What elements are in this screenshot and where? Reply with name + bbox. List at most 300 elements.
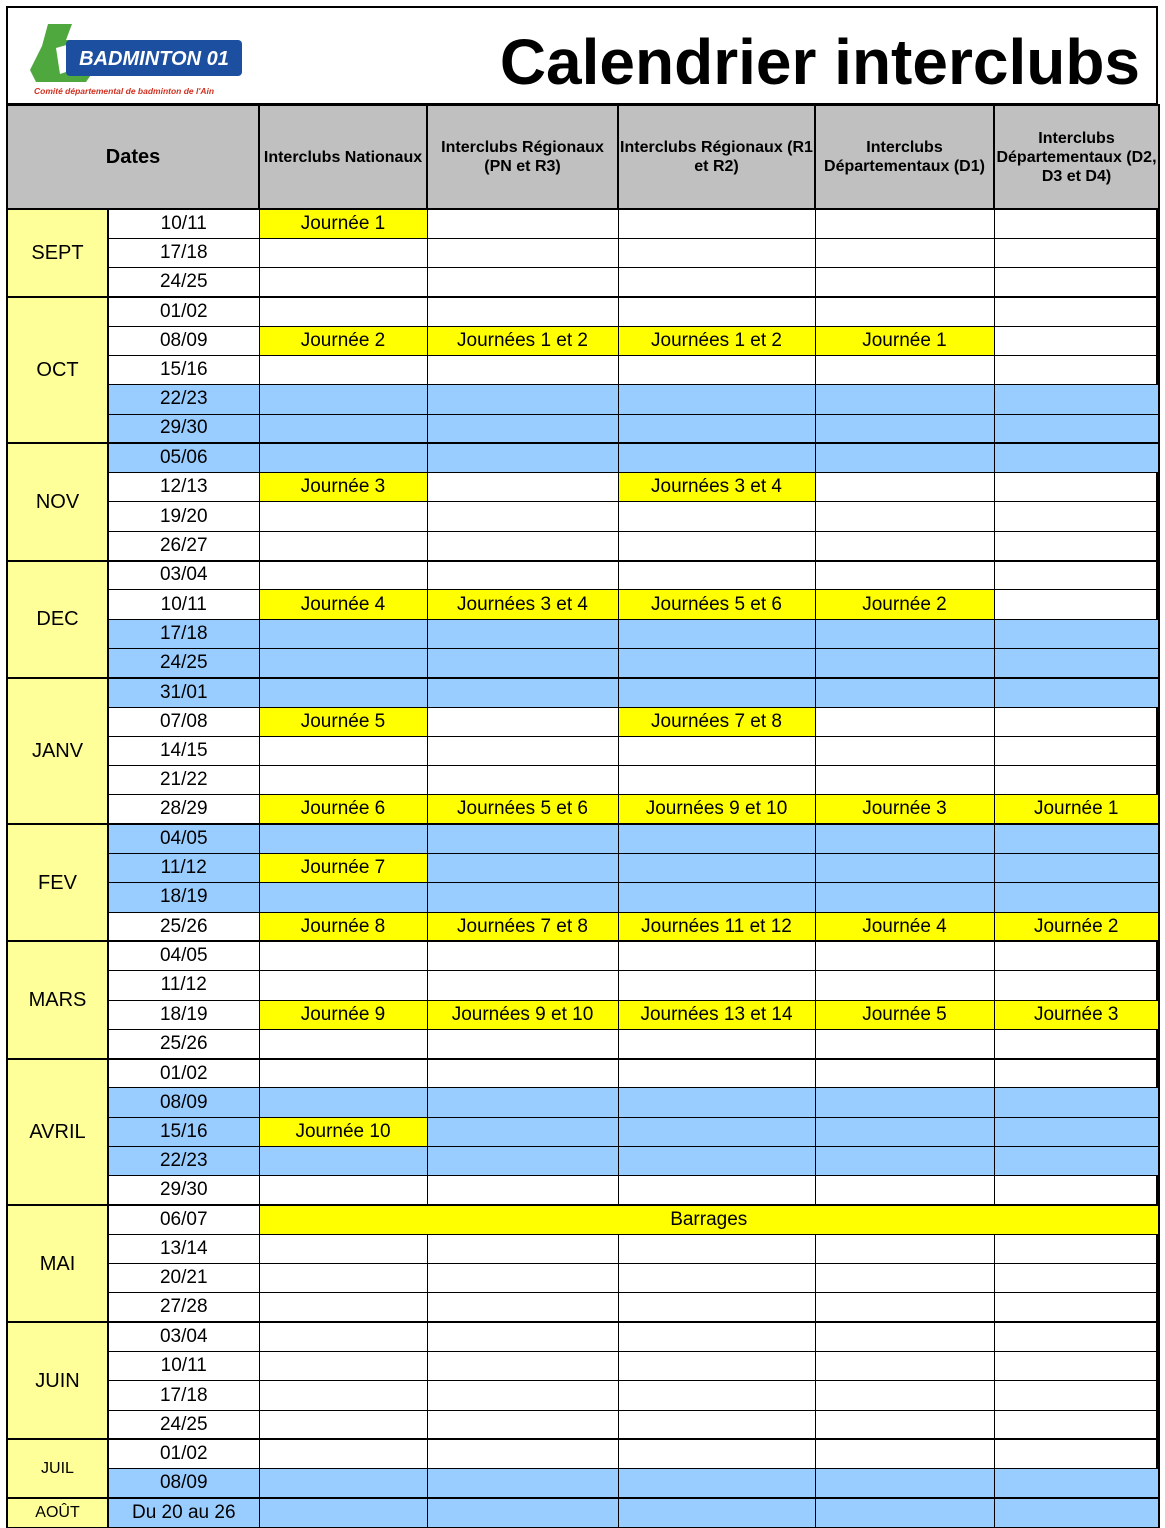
event-cell-departementaux-d2-d4	[994, 209, 1159, 238]
event-cell-regionaux-r1-r2: Journées 3 et 4	[618, 473, 815, 502]
col-header-departementaux-d2-d4: Interclubs Départementaux (D2, D3 et D4)	[994, 105, 1159, 209]
date-cell: 04/05	[108, 941, 259, 970]
date-cell: 24/25	[108, 268, 259, 297]
event-cell-departementaux-d1	[815, 355, 994, 384]
calendar-row	[7, 1176, 1159, 1205]
calendar-row	[7, 678, 1159, 707]
calendar-row	[7, 1029, 1159, 1058]
event-cell-regionaux-pn-r3	[427, 1293, 618, 1322]
calendar-row	[7, 1088, 1159, 1117]
date-cell: 20/21	[108, 1264, 259, 1293]
event-cell-regionaux-pn-r3	[427, 502, 618, 531]
event-cell-regionaux-r1-r2	[618, 1029, 815, 1058]
event-cell-departementaux-d1	[815, 1147, 994, 1176]
event-cell-departementaux-d2-d4	[994, 1293, 1159, 1322]
event-cell-departementaux-d2-d4	[994, 824, 1159, 853]
event-cell-departementaux-d1	[815, 1322, 994, 1351]
event-cell-departementaux-d1	[815, 561, 994, 590]
event-cell-regionaux-r1-r2	[618, 1410, 815, 1439]
month-label: OCT	[7, 297, 108, 443]
event-cell-regionaux-r1-r2	[618, 414, 815, 443]
calendar-row	[7, 238, 1159, 267]
date-cell: 15/16	[108, 355, 259, 384]
calendar-row	[7, 1498, 1159, 1527]
event-cell-departementaux-d2-d4	[994, 648, 1159, 677]
event-cell-regionaux-pn-r3	[427, 414, 618, 443]
event-cell-regionaux-pn-r3	[427, 854, 618, 883]
event-cell-regionaux-r1-r2	[618, 268, 815, 297]
event-cell-regionaux-r1-r2	[618, 1059, 815, 1088]
event-cell-regionaux-r1-r2	[618, 1352, 815, 1381]
event-cell-regionaux-r1-r2	[618, 297, 815, 326]
event-cell-departementaux-d1	[815, 1176, 994, 1205]
event-cell-nationaux: Journée 2	[259, 326, 427, 355]
event-cell-departementaux-d2-d4	[994, 854, 1159, 883]
date-cell: 01/02	[108, 297, 259, 326]
event-cell-nationaux	[259, 355, 427, 384]
event-cell-nationaux	[259, 561, 427, 590]
event-cell-departementaux-d2-d4	[994, 1234, 1159, 1263]
event-cell-regionaux-pn-r3	[427, 238, 618, 267]
calendar-row	[7, 1293, 1159, 1322]
event-cell-nationaux	[259, 1176, 427, 1205]
date-cell: 10/11	[108, 209, 259, 238]
event-cell-departementaux-d1	[815, 238, 994, 267]
event-cell-departementaux-d1	[815, 1264, 994, 1293]
event-cell-regionaux-pn-r3	[427, 1117, 618, 1146]
header-row	[7, 105, 1159, 209]
event-cell-regionaux-pn-r3	[427, 824, 618, 853]
date-cell: 22/23	[108, 385, 259, 414]
event-cell-departementaux-d2-d4	[994, 883, 1159, 912]
date-cell: 26/27	[108, 531, 259, 560]
date-cell: 11/12	[108, 854, 259, 883]
event-cell-regionaux-pn-r3	[427, 1410, 618, 1439]
event-cell-nationaux	[259, 385, 427, 414]
date-cell: 11/12	[108, 971, 259, 1000]
col-header-regionaux-r1-r2: Interclubs Régionaux (R1 et R2)	[618, 105, 815, 209]
event-cell-departementaux-d1: Journée 5	[815, 1000, 994, 1029]
event-cell-regionaux-r1-r2	[618, 766, 815, 795]
event-cell-nationaux: Journée 8	[259, 912, 427, 941]
calendar-row	[7, 1000, 1159, 1029]
event-cell-departementaux-d1: Journée 2	[815, 590, 994, 619]
event-cell-regionaux-pn-r3	[427, 561, 618, 590]
calendar-row	[7, 209, 1159, 238]
date-cell: 01/02	[108, 1439, 259, 1468]
event-cell-departementaux-d2-d4: Journée 1	[994, 795, 1159, 824]
date-cell: 29/30	[108, 414, 259, 443]
event-cell-nationaux	[259, 443, 427, 472]
month-label: SEPT	[7, 209, 108, 297]
event-cell-departementaux-d1	[815, 1029, 994, 1058]
calendar-row	[7, 355, 1159, 384]
event-cell-regionaux-r1-r2: Journées 7 et 8	[618, 707, 815, 736]
event-cell-nationaux	[259, 502, 427, 531]
event-cell-regionaux-pn-r3	[427, 766, 618, 795]
event-cell-regionaux-pn-r3	[427, 531, 618, 560]
event-cell-departementaux-d1: Journée 3	[815, 795, 994, 824]
event-cell-regionaux-r1-r2	[618, 1381, 815, 1410]
date-cell: 29/30	[108, 1176, 259, 1205]
date-cell: 18/19	[108, 883, 259, 912]
event-cell-nationaux: Journée 3	[259, 473, 427, 502]
date-cell: 10/11	[108, 1352, 259, 1381]
calendar-row	[7, 1469, 1159, 1498]
event-cell-regionaux-pn-r3: Journées 7 et 8	[427, 912, 618, 941]
date-cell: 24/25	[108, 648, 259, 677]
event-cell-departementaux-d2-d4	[994, 355, 1159, 384]
event-cell-departementaux-d1	[815, 1117, 994, 1146]
event-cell-departementaux-d1	[815, 473, 994, 502]
event-cell-regionaux-pn-r3: Journées 5 et 6	[427, 795, 618, 824]
event-cell-departementaux-d1	[815, 941, 994, 970]
event-cell-departementaux-d1	[815, 414, 994, 443]
event-cell-departementaux-d1	[815, 1088, 994, 1117]
event-cell-regionaux-r1-r2	[618, 1439, 815, 1468]
date-cell: 19/20	[108, 502, 259, 531]
event-cell-nationaux	[259, 824, 427, 853]
header	[6, 6, 1158, 105]
event-cell-nationaux	[259, 1264, 427, 1293]
calendar-row	[7, 736, 1159, 765]
event-cell-departementaux-d1	[815, 385, 994, 414]
event-cell-regionaux-r1-r2	[618, 1088, 815, 1117]
event-cell-departementaux-d2-d4	[994, 238, 1159, 267]
calendar-row	[7, 297, 1159, 326]
calendar-row	[7, 1205, 1159, 1234]
event-cell-regionaux-r1-r2	[618, 209, 815, 238]
event-cell-nationaux	[259, 1498, 427, 1527]
date-cell: 28/29	[108, 795, 259, 824]
date-cell: 25/26	[108, 912, 259, 941]
event-cell-regionaux-pn-r3	[427, 355, 618, 384]
event-cell-departementaux-d2-d4	[994, 590, 1159, 619]
event-cell-regionaux-pn-r3: Journées 1 et 2	[427, 326, 618, 355]
event-cell-regionaux-r1-r2	[618, 443, 815, 472]
date-cell: 08/09	[108, 326, 259, 355]
event-cell-nationaux	[259, 1410, 427, 1439]
event-cell-departementaux-d2-d4	[994, 1088, 1159, 1117]
event-cell-regionaux-r1-r2	[618, 678, 815, 707]
event-cell-departementaux-d2-d4	[994, 736, 1159, 765]
calendar-row	[7, 648, 1159, 677]
event-cell-regionaux-pn-r3	[427, 385, 618, 414]
event-cell-nationaux	[259, 414, 427, 443]
date-cell: 07/08	[108, 707, 259, 736]
event-cell-regionaux-r1-r2	[618, 1322, 815, 1351]
event-cell-departementaux-d2-d4	[994, 766, 1159, 795]
event-cell-regionaux-r1-r2	[618, 1264, 815, 1293]
event-cell-departementaux-d2-d4	[994, 1176, 1159, 1205]
date-cell: 06/07	[108, 1205, 259, 1234]
event-cell-nationaux	[259, 941, 427, 970]
event-cell-departementaux-d1	[815, 648, 994, 677]
calendar-row	[7, 414, 1159, 443]
event-cell-nationaux: Journée 10	[259, 1117, 427, 1146]
calendar-row	[7, 1322, 1159, 1351]
event-cell-regionaux-r1-r2	[618, 502, 815, 531]
event-cell-nationaux	[259, 1381, 427, 1410]
month-label: NOV	[7, 443, 108, 560]
date-cell: 08/09	[108, 1088, 259, 1117]
event-cell-departementaux-d1	[815, 678, 994, 707]
event-cell-regionaux-r1-r2	[618, 824, 815, 853]
event-cell-regionaux-pn-r3	[427, 1029, 618, 1058]
event-cell-nationaux: Journée 7	[259, 854, 427, 883]
month-label: AOÛT	[7, 1498, 108, 1527]
event-cell-regionaux-r1-r2	[618, 883, 815, 912]
event-cell-regionaux-r1-r2	[618, 854, 815, 883]
calendar-row	[7, 1439, 1159, 1468]
calendar-row	[7, 1059, 1159, 1088]
date-cell: 24/25	[108, 1410, 259, 1439]
event-cell-departementaux-d2-d4	[994, 1117, 1159, 1146]
calendar-row	[7, 1410, 1159, 1439]
event-cell-departementaux-d2-d4	[994, 1498, 1159, 1527]
event-cell-nationaux	[259, 1352, 427, 1381]
col-header-dates: Dates	[7, 105, 259, 209]
date-cell: 14/15	[108, 736, 259, 765]
month-label: MAI	[7, 1205, 108, 1322]
event-cell-nationaux	[259, 297, 427, 326]
calendar-row	[7, 561, 1159, 590]
event-cell-regionaux-pn-r3	[427, 209, 618, 238]
event-cell-departementaux-d1	[815, 619, 994, 648]
date-cell: 17/18	[108, 1381, 259, 1410]
event-cell-departementaux-d1	[815, 1439, 994, 1468]
event-cell-regionaux-pn-r3	[427, 1176, 618, 1205]
event-cell-nationaux	[259, 1439, 427, 1468]
svg-text:Comité départemental de badmin: Comité départemental de badminton de l'Ain	[34, 86, 215, 96]
event-cell-regionaux-pn-r3: Journées 9 et 10	[427, 1000, 618, 1029]
event-cell-nationaux	[259, 1147, 427, 1176]
calendar-row	[7, 1117, 1159, 1146]
calendar-row	[7, 707, 1159, 736]
event-cell-regionaux-pn-r3	[427, 707, 618, 736]
event-cell-regionaux-r1-r2	[618, 561, 815, 590]
event-cell-regionaux-pn-r3	[427, 268, 618, 297]
date-cell: 27/28	[108, 1293, 259, 1322]
event-cell-nationaux: Journée 4	[259, 590, 427, 619]
calendar-row	[7, 473, 1159, 502]
month-label: DEC	[7, 561, 108, 678]
event-cell-departementaux-d1	[815, 1410, 994, 1439]
event-cell-regionaux-pn-r3	[427, 443, 618, 472]
event-cell-regionaux-r1-r2	[618, 941, 815, 970]
event-cell-regionaux-r1-r2: Journées 1 et 2	[618, 326, 815, 355]
event-cell-departementaux-d1	[815, 1381, 994, 1410]
event-cell-nationaux: Journée 5	[259, 707, 427, 736]
event-cell-regionaux-r1-r2	[618, 1234, 815, 1263]
event-cell-departementaux-d1: Journée 1	[815, 326, 994, 355]
event-cell-regionaux-pn-r3	[427, 619, 618, 648]
event-cell-departementaux-d2-d4	[994, 1147, 1159, 1176]
event-cell-departementaux-d1	[815, 443, 994, 472]
date-cell: 08/09	[108, 1469, 259, 1498]
event-cell-regionaux-pn-r3	[427, 1088, 618, 1117]
event-cell-departementaux-d1	[815, 1352, 994, 1381]
event-cell-departementaux-d2-d4	[994, 1059, 1159, 1088]
date-cell: 03/04	[108, 1322, 259, 1351]
event-cell-regionaux-pn-r3	[427, 1352, 618, 1381]
calendar-row	[7, 1147, 1159, 1176]
event-cell-regionaux-r1-r2	[618, 619, 815, 648]
event-cell-departementaux-d2-d4	[994, 941, 1159, 970]
event-cell-regionaux-pn-r3	[427, 1439, 618, 1468]
date-cell: Du 20 au 26	[108, 1498, 259, 1527]
event-cell-nationaux	[259, 1234, 427, 1263]
event-cell-departementaux-d2-d4	[994, 1029, 1159, 1058]
calendar-row	[7, 883, 1159, 912]
event-cell-regionaux-pn-r3	[427, 883, 618, 912]
event-cell-nationaux	[259, 1088, 427, 1117]
event-cell-nationaux	[259, 971, 427, 1000]
date-cell: 15/16	[108, 1117, 259, 1146]
event-cell-regionaux-r1-r2	[618, 1498, 815, 1527]
event-cell-departementaux-d1	[815, 531, 994, 560]
event-cell-regionaux-pn-r3	[427, 1498, 618, 1527]
event-cell-departementaux-d2-d4	[994, 1439, 1159, 1468]
event-cell-regionaux-pn-r3	[427, 648, 618, 677]
calendar-row	[7, 824, 1159, 853]
event-cell-regionaux-pn-r3	[427, 1234, 618, 1263]
event-cell-regionaux-r1-r2	[618, 1469, 815, 1498]
event-cell-departementaux-d2-d4	[994, 619, 1159, 648]
date-cell: 01/02	[108, 1059, 259, 1088]
event-cell-nationaux	[259, 531, 427, 560]
calendar-row	[7, 1352, 1159, 1381]
month-label: JUIL	[7, 1439, 108, 1498]
event-cell-departementaux-d1	[815, 1293, 994, 1322]
col-header-departementaux-d1: Interclubs Départementaux (D1)	[815, 105, 994, 209]
event-cell-regionaux-r1-r2: Journées 11 et 12	[618, 912, 815, 941]
event-cell-regionaux-pn-r3	[427, 941, 618, 970]
event-cell-departementaux-d1	[815, 268, 994, 297]
calendar-row	[7, 766, 1159, 795]
event-cell-departementaux-d2-d4	[994, 326, 1159, 355]
calendar-row	[7, 971, 1159, 1000]
event-cell-nationaux	[259, 648, 427, 677]
event-cell-regionaux-r1-r2	[618, 648, 815, 677]
event-cell-nationaux	[259, 1029, 427, 1058]
event-cell-regionaux-pn-r3	[427, 971, 618, 1000]
event-cell-departementaux-d1	[815, 736, 994, 765]
calendar-row	[7, 443, 1159, 472]
event-cell-nationaux	[259, 268, 427, 297]
calendar-table	[6, 104, 1160, 1528]
event-cell-regionaux-pn-r3	[427, 1381, 618, 1410]
event-cell-departementaux-d2-d4	[994, 678, 1159, 707]
event-cell-regionaux-r1-r2: Journées 13 et 14	[618, 1000, 815, 1029]
event-cell-regionaux-pn-r3: Journées 3 et 4	[427, 590, 618, 619]
event-cell-regionaux-pn-r3	[427, 1147, 618, 1176]
calendar-row	[7, 590, 1159, 619]
event-cell-regionaux-r1-r2: Journées 9 et 10	[618, 795, 815, 824]
calendar-row	[7, 502, 1159, 531]
svg-text:BADMINTON 01: BADMINTON 01	[79, 48, 229, 70]
event-cell-regionaux-pn-r3	[427, 678, 618, 707]
calendar-row	[7, 619, 1159, 648]
event-cell-nationaux	[259, 1322, 427, 1351]
event-cell-departementaux-d2-d4: Journée 2	[994, 912, 1159, 941]
event-cell-departementaux-d1	[815, 766, 994, 795]
event-cell-nationaux: Journée 1	[259, 209, 427, 238]
event-cell-departementaux-d2-d4	[994, 502, 1159, 531]
event-cell-nationaux	[259, 1293, 427, 1322]
event-cell-regionaux-pn-r3	[427, 473, 618, 502]
event-cell-departementaux-d2-d4	[994, 1322, 1159, 1351]
calendar-row	[7, 912, 1159, 941]
col-header-regionaux-pn-r3: Interclubs Régionaux (PN et R3)	[427, 105, 618, 209]
event-cell-nationaux	[259, 678, 427, 707]
badminton-01-logo	[26, 18, 246, 98]
date-cell: 17/18	[108, 619, 259, 648]
date-cell: 03/04	[108, 561, 259, 590]
event-cell-departementaux-d1	[815, 1498, 994, 1527]
calendar-row	[7, 1264, 1159, 1293]
date-cell: 22/23	[108, 1147, 259, 1176]
event-cell-departementaux-d2-d4	[994, 1352, 1159, 1381]
event-cell-departementaux-d2-d4	[994, 443, 1159, 472]
event-cell-departementaux-d1	[815, 209, 994, 238]
calendar-row	[7, 531, 1159, 560]
month-label: AVRIL	[7, 1059, 108, 1205]
event-cell-departementaux-d1	[815, 883, 994, 912]
col-header-nationaux: Interclubs Nationaux	[259, 105, 427, 209]
date-cell: 12/13	[108, 473, 259, 502]
event-cell-departementaux-d2-d4	[994, 268, 1159, 297]
event-cell-nationaux: Journée 9	[259, 1000, 427, 1029]
event-cell-departementaux-d2-d4	[994, 297, 1159, 326]
date-cell: 18/19	[108, 1000, 259, 1029]
calendar-row	[7, 854, 1159, 883]
event-cell-regionaux-pn-r3	[427, 1059, 618, 1088]
event-cell-departementaux-d1	[815, 1059, 994, 1088]
event-cell-nationaux	[259, 766, 427, 795]
event-cell-departementaux-d1	[815, 854, 994, 883]
calendar-row	[7, 326, 1159, 355]
event-cell-regionaux-pn-r3	[427, 1264, 618, 1293]
event-cell-departementaux-d1	[815, 297, 994, 326]
month-label: JUIN	[7, 1322, 108, 1439]
event-cell-nationaux	[259, 883, 427, 912]
event-cell-departementaux-d2-d4	[994, 385, 1159, 414]
event-cell-departementaux-d1	[815, 971, 994, 1000]
event-cell-regionaux-r1-r2	[618, 531, 815, 560]
event-cell-regionaux-pn-r3	[427, 1469, 618, 1498]
calendar-row	[7, 1234, 1159, 1263]
event-cell-departementaux-d1	[815, 1469, 994, 1498]
date-cell: 04/05	[108, 824, 259, 853]
calendar-row	[7, 941, 1159, 970]
event-cell-departementaux-d2-d4: Journée 3	[994, 1000, 1159, 1029]
event-cell-regionaux-r1-r2	[618, 355, 815, 384]
date-cell: 31/01	[108, 678, 259, 707]
event-cell-departementaux-d2-d4	[994, 1264, 1159, 1293]
month-label: MARS	[7, 941, 108, 1058]
date-cell: 05/06	[108, 443, 259, 472]
event-cell-departementaux-d2-d4	[994, 1410, 1159, 1439]
event-cell-nationaux	[259, 1059, 427, 1088]
event-cell-departementaux-d1	[815, 824, 994, 853]
event-cell-departementaux-d1	[815, 707, 994, 736]
event-cell-regionaux-r1-r2	[618, 238, 815, 267]
event-cell-departementaux-d2-d4	[994, 971, 1159, 1000]
event-cell-regionaux-r1-r2: Journées 5 et 6	[618, 590, 815, 619]
event-cell-nationaux	[259, 619, 427, 648]
event-cell-nationaux	[259, 1469, 427, 1498]
